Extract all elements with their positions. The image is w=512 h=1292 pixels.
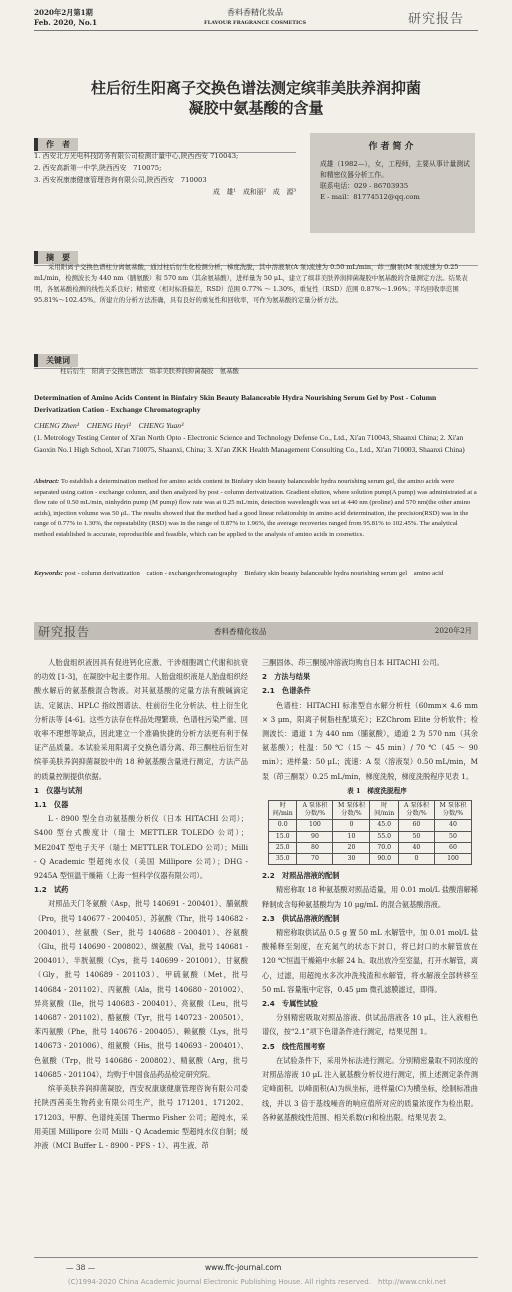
author-signature: 成 雄¹ 成和丽² 成 源³ bbox=[213, 188, 296, 196]
english-affiliation: (1. Metrology Testing Center of Xi'an North Opto - Electronic Science and Technology Defense Co., Ltd., Xi'an 710043, Shaanxi China; 2. Xi'an Gaoxin No.1 High School, Xi'an 710075, Shaanxi, China; 3. Xi'an ZKK Health Management Consulting Co., Ltd., Xi'an 710003, Shaanxi China) bbox=[34, 433, 465, 454]
authors-tag: 作 者 bbox=[34, 138, 78, 151]
table-header: M 泵体积分数/% bbox=[434, 801, 471, 820]
heading-2-2: 2.2 对照品溶液的配制 bbox=[262, 871, 340, 881]
english-keywords bbox=[34, 569, 478, 580]
table-cell: 0.0 bbox=[269, 820, 297, 831]
table-cell: 80 bbox=[297, 842, 333, 853]
table-cell: 25.0 bbox=[269, 842, 297, 853]
table-header-row bbox=[269, 801, 472, 820]
table-cell: 15.0 bbox=[269, 831, 297, 842]
table-cell: 90.0 bbox=[370, 854, 398, 865]
body-right-column bbox=[262, 656, 478, 1125]
article-title bbox=[60, 78, 452, 118]
issue-cn: 2020年2月第1期 bbox=[34, 8, 93, 17]
author-bio-box bbox=[310, 133, 475, 233]
heading-1-1: 1.1 仪器 bbox=[34, 800, 69, 810]
heading-1: 1 仪器与试剂 bbox=[34, 785, 83, 795]
table-header: A 泵体积分数/% bbox=[297, 801, 333, 820]
table-cell: 45.0 bbox=[370, 820, 398, 831]
affiliations bbox=[34, 150, 296, 198]
issue-en: Feb. 2020, No.1 bbox=[34, 18, 98, 27]
english-abstract bbox=[34, 477, 478, 541]
table-row bbox=[269, 842, 472, 853]
table-cell: 55.0 bbox=[370, 831, 398, 842]
table-cell: 100 bbox=[434, 854, 471, 865]
table-cell: 50 bbox=[434, 831, 471, 842]
bio-text: 成雄（1982—），女，工程师，主要从事计量测试和精密仪器分析工作。 bbox=[320, 160, 470, 179]
table-row bbox=[269, 854, 472, 865]
table-cell: 0 bbox=[398, 854, 434, 865]
issue-info bbox=[34, 8, 97, 28]
keywords-tag: 关键词 bbox=[34, 354, 78, 367]
abstract-text: 采用阳离子交换色谱柱分离氨基酸，通过柱后衍生化检测分析，梯度洗脱，其中溶液泵(A 泵)流速为 0.50 mL/min，茚三酮泵(M 泵)流速为 0.25 mL/min，检测波长为 440 nm（脯氨酸）和 570 nm（其余氨基酸），进样量为 50 μL，建立了缤菲美肤养润抑菌凝胶中氨基酸的含量测定方法。结果表明，各氨基酸检测的线性关系良好；精密度（相对标准偏差，RSD）范围 0.77% ～ 1.30%，重复性（RSD）范围 0.87%～1.96%；平均回收率范围 95.81%～102.45%。所建立的分析方法准确，具有良好的重复性和回收率，可作为氨基酸的定量分析方法。 bbox=[34, 263, 468, 304]
bio-phone: 联系电话：029 - 86703935 bbox=[320, 182, 409, 190]
copyright-watermark: (C)1994-2020 China Academic Journal Electronic Publishing House. All rights reserved. http://www.cnki.net bbox=[67, 1278, 447, 1286]
table-cell: 60 bbox=[434, 842, 471, 853]
table-cell: 60 bbox=[398, 820, 434, 831]
table-cell: 70.0 bbox=[370, 842, 398, 853]
reagents-paragraph: 对照品天门冬氨酸（Asp，批号 140691 - 200401）、脯氨酸（Pro，批号 140677 - 200405）、苏氨酸（Thr，批号 140682 - 200401）、丝氨酸（Ser，批号 140688 - 200401）、谷氨酸（Glu，批号 140690 - 200802）、缬氨酸（Val，批号 140681 - 200401）、半胱氨酸（Cys，批号 140699 - 201001）、甘氨酸（Gly，批号 140689 - 201103）、甲硫氨酸（Met，批号 140684 - 201102）、丙氨酸（Ala，批号 140680 - 201002）、异亮氨酸（Ile，批号 140683 - 200401）、亮氨酸（Leu，批号 140687 - 201102）、酪氨酸（Tyr，批号 140723 - 200501）、苯丙氨酸（Phe，批号 140676 - 200405）、赖氨酸（Lys，批号 140673 - 201006）、组氨酸（His，批号 140693 - 200401）、色氨酸（Trp，批号 140686 - 200802）、精氨酸（Arg，批号 140685 - 201104），均购于中国食品药品检定研究院。 bbox=[34, 899, 248, 1079]
test-solution-paragraph: 精密称取供试品 0.5 g 置 50 mL 水解管中，加 0.01 mol/L 盐酸稀释至刻度，在充氮气的状态下封口，将已封口的水解管放在 120 ℃恒温干燥箱中水解 24 h。取出放冷至室温，打开水解管，离心，过滤，用超纯水多次冲洗残渣和水解管，将水解液全部转移至 50 mL 容量瓶中定容，0.45 μm 微孔滤膜滤过，即得。 bbox=[262, 928, 478, 994]
band-date: 2020年2月 bbox=[434, 626, 472, 635]
bio-body bbox=[320, 159, 470, 203]
table-row bbox=[269, 820, 472, 831]
heading-2-4: 2.4 专属性试验 bbox=[262, 999, 318, 1009]
keywords-label: Keywords: bbox=[34, 570, 63, 577]
english-title: Determination of Amino Acids Content in Binfairy Skin Beauty Balanceable Hydra Nourishing Serum Gel by Post - Column Derivatization Cation - Exchange Chromatography bbox=[34, 393, 437, 414]
section-band bbox=[34, 622, 478, 640]
keywords-text: 柱后衍生 阳离子交换色谱法 缤菲美肤养润抑菌凝胶 氨基酸 bbox=[60, 367, 239, 375]
table-header: 时间/min bbox=[269, 801, 297, 820]
english-authors: CHENG Zhen¹ CHENG Heyi² CHENG Yuan³ bbox=[34, 421, 184, 430]
title-line-2: 凝胶中氨基酸的含量 bbox=[188, 99, 324, 117]
heading-2-1: 2.1 色谱条件 bbox=[262, 686, 311, 696]
intro-paragraph: 人胎盘组织液因具有促进钙化应激、干涉细胞凋亡代谢和抗衰的功效 [1-3]，在凝胶中起主要作用。人胎盘组织液是人胎盘组织经酸水解后的氨基酸混合物液。对其氨基酸的定量方法有酸碱滴定法、定氮法、HPLC 指纹图谱法、柱前衍生化分析法、柱上衍生化分析法等 [4-6]。这些方法存在样品处理繁琐、色谱柱污染严重、回收率不理想等缺点，因此建立一个准确快捷的分析方法更有利于保证产品质量。本试验采用阳离子交换色谱分离、茚三酮柱后衍生对缤菲美肤养润抑菌凝胶中的 18 种氨基酸含量进行测定，方法产品的质量控制提供依据。 bbox=[34, 658, 248, 781]
sample-paragraph: 缤菲美肤养润抑菌凝胶，西安祝康康健康管理咨询有限公司委托陕西茜美生物药业有限公司生产，批号 171201、171202、171203。甲醇、色谱纯美国 Thermo Fisher 公司；超纯水，采用美国 Millipore 公司 Milli - Q Academic 型超纯水仪自制；缓冲液（MCI Buffer L - 8900 - PFS - 1）、再生液、茚 bbox=[34, 1084, 248, 1150]
bio-title: 作者简介 bbox=[368, 142, 417, 152]
affiliation-2: 2. 西安高新第一中学,陕西西安 710075; bbox=[34, 164, 162, 172]
gradient-table bbox=[268, 800, 472, 865]
affiliation-1: 1. 西安北方光电科技防务有限公司检测计量中心,陕西西安 710043; bbox=[34, 152, 239, 160]
instruments-paragraph: L - 8900 型全自动氨基酸分析仪（日本 HITACHI 公司）；S400 型台式酸度计（瑞士 METTLER TOLEDO 公司）；ME204T 型电子天平（瑞士 METTLER TOLEDO 公司）；Milli - Q Academic 型超纯水仪（美国 Millipore 公司）；DHG - 9245A 型恒温干燥箱（上海一恒科学仪器有限公司）。 bbox=[34, 814, 248, 881]
heading-2-3: 2.3 供试品溶液的配制 bbox=[262, 913, 340, 923]
table-cell: 40 bbox=[434, 820, 471, 831]
abstract-tag: 摘 要 bbox=[34, 251, 78, 264]
band-section: 研究报告 bbox=[38, 625, 91, 639]
table-cell: 20 bbox=[333, 842, 370, 853]
table-header: A 泵体积分数/% bbox=[398, 801, 434, 820]
table-cell: 0 bbox=[333, 820, 370, 831]
journal-en: FLAVOUR FRAGRANCE COSMETICS bbox=[204, 20, 306, 26]
header-divider bbox=[34, 30, 478, 31]
continued-paragraph: 三酮固体、茚三酮缓冲溶液均购自日本 HITACHI 公司。 bbox=[262, 658, 444, 667]
heading-1-2: 1.2 试药 bbox=[34, 885, 69, 895]
table-row bbox=[269, 831, 472, 842]
journal-name bbox=[200, 8, 310, 28]
specificity-paragraph: 分别精密吸取对照品溶液、供试品溶液各 10 μL，注入液相色谱仪，按“2.1”项下色谱条件进行测定，结果见图 1。 bbox=[262, 1013, 478, 1037]
table-cell: 10 bbox=[333, 831, 370, 842]
table-cell: 90 bbox=[297, 831, 333, 842]
page-number: — 38 — bbox=[66, 1263, 96, 1272]
band-journal: 香料香精化妆品 bbox=[214, 627, 267, 636]
footer-divider bbox=[34, 1257, 478, 1258]
table-cell: 40 bbox=[398, 842, 434, 853]
table-cell: 100 bbox=[297, 820, 333, 831]
table-header: 时间/min bbox=[370, 801, 398, 820]
table-header: M 泵体积分数/% bbox=[333, 801, 370, 820]
affiliation-3: 3. 西安祝康康健康管理咨询有限公司,陕西西安 710003 bbox=[34, 176, 207, 184]
abstract-label: Abstract: bbox=[34, 478, 60, 485]
bio-email: E - mail：81774512@qq.com bbox=[320, 193, 420, 201]
journal-cn: 香料香精化妆品 bbox=[227, 8, 283, 17]
journal-url: www.ffc-journal.com bbox=[205, 1263, 282, 1272]
linearity-paragraph: 在试验条件下，采用外标法进行测定。分别精密量取不同浓度的对照品溶液 10 μL 注入氨基酸分析仪进行测定，照上述测定条件测定峰面积。以峰面积(A)为纵坐标，进样量(C)为横坐标，绘制标准曲线，并以 3 倍于基线噪音的响应值所对应的质量浓度作为检出限。各种氨基酸线性范围、相关系数(r)和检出限。结果见表 2。 bbox=[262, 1055, 478, 1122]
table-caption: 表 1 梯度洗脱程序 bbox=[347, 786, 407, 795]
table-cell: 50 bbox=[398, 831, 434, 842]
chromatography-paragraph: 色谱柱：HITACHI 标准型自水解分析柱（60mm× 4.6 mm × 3 μm，阳离子树脂柱配填充）；EZChrom Elite 分析软件；检测波长：通道 1 为 440 nm（脯氨酸），通道 2 为 570 nm（其余氨基酸）；柱温：50 ℃（15 ～ 45 min）/ 70 ℃（45 ～ 90 min）；进样量：50 μL；流速：A 泵（溶液泵）0.50 mL/min，M 泵（茚三酮泵）0.25 mL/min，梯度洗脱，梯度洗脱程序见表 1。 bbox=[262, 700, 478, 781]
heading-2: 2 方法与结果 bbox=[262, 672, 311, 682]
keywords-body: post - column derivatization cation - exchangechromatography Binfairy skin beauty balanceable hydra nourishing serum gel amino acid bbox=[64, 570, 444, 577]
heading-2-5: 2.5 线性范围考察 bbox=[262, 1041, 326, 1051]
table-cell: 70 bbox=[297, 854, 333, 865]
section-label: 研究报告 bbox=[408, 12, 465, 27]
body-left-column bbox=[34, 656, 248, 1153]
table-cell: 35.0 bbox=[269, 854, 297, 865]
title-line-1: 柱后衍生阳离子交换色谱法测定缤菲美肤养润抑菌 bbox=[90, 79, 421, 97]
table-cell: 30 bbox=[333, 854, 370, 865]
reference-solution-paragraph: 精密称取 18 种氨基酸对照品适量，用 0.01 mol/L 盐酸溶解稀释制成含每种氨基酸均为 10 μg/mL 的混合氨基酸溶液。 bbox=[262, 885, 478, 909]
abstract-body: To establish a determination method for amino acids content in Binfairy skin beauty balanceable hydra nourishing serum gel, the amino acids were separated using cation - exchange column, and then analyzed by post - column derivatization. Gradient elution, where solution pump(A pump) was administrated at a flow rate of 0.50 mL/min, ninhydrin pump (M pump) flow rate was at 0.25 mL/min, detection wavelength was set at 440 nm (proline) and 570 nm(the other amino acids), injection volume was 50 μL. The results showed that the method had a good linear relationship in amino acid determination, the precision(RSD) was in the range of 0.77% to 1.30%, the repeatability (RSD) was in the range of 0.87% to 1.96%, the average recoveries ranged from 95.81% to 102.45%. The analytical method established is accurate, reproducible and feasible, which can be applied to the analysis of amino acids in cosmetics. bbox=[34, 478, 477, 538]
